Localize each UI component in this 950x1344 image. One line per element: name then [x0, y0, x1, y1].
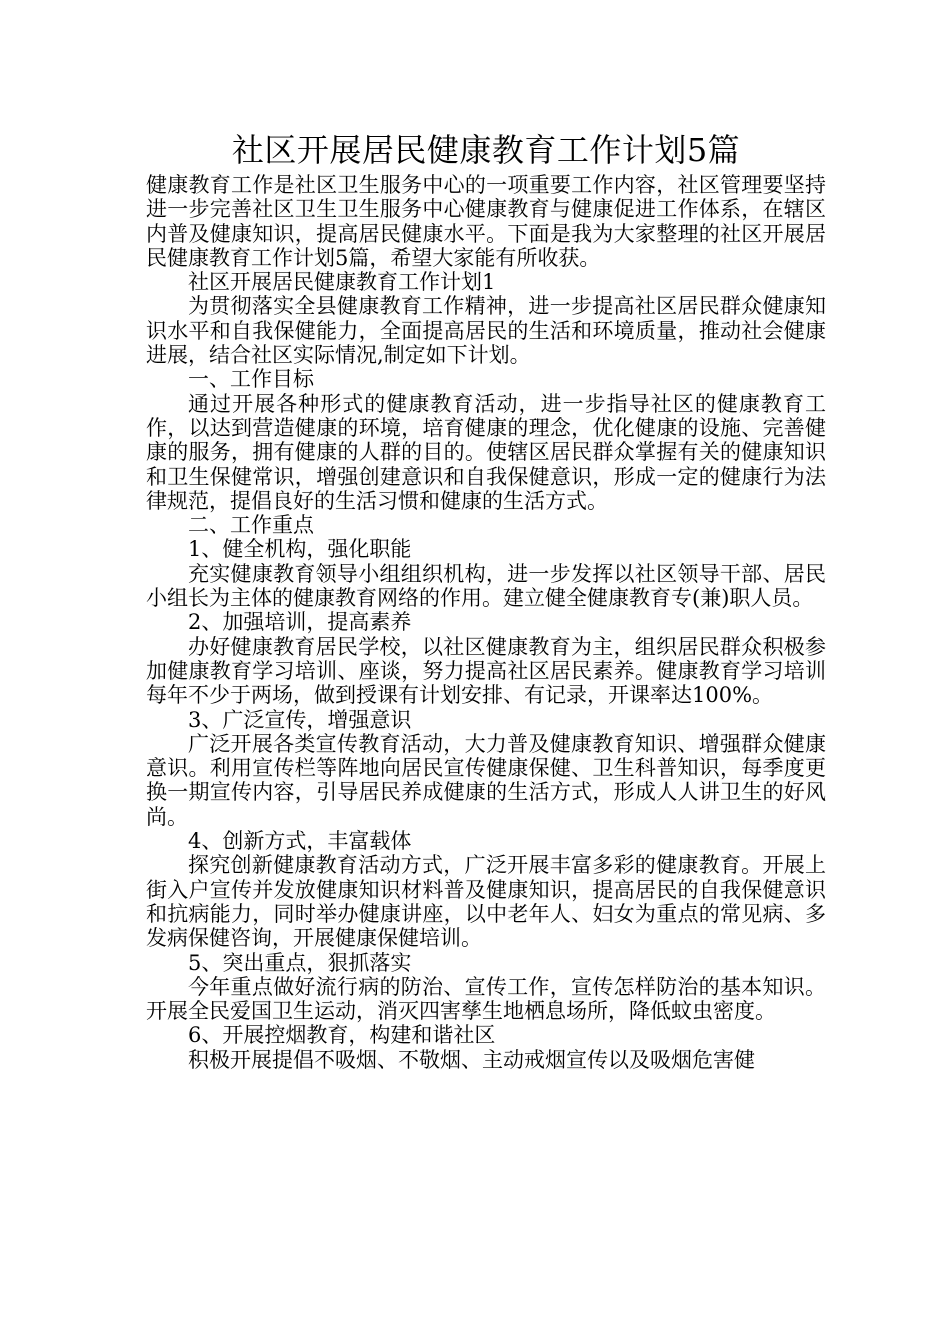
subsection-heading: 2、加强培训，提高素养	[188, 610, 412, 635]
subsection-heading: 3、广泛宣传，增强意识	[188, 707, 412, 732]
paragraph: 为贯彻落实全县健康教育工作精神，进一步提高社区居民群众健康知识水平和自我保健能力，全面提高居民的生活和环境质量，推动社会健康进展，结合社区实际情况,制定如下计划。	[146, 294, 826, 368]
subsection-heading: 1、健全机构，强化职能	[188, 537, 412, 562]
paragraph: 办好健康教育居民学校，以社区健康教育为主，组织居民群众积极参加健康教育学习培训、座谈，努力提高社区居民素养。健康教育学习培训每年不少于两场，做到授课有计划安排、有记录，开课率达100%。	[146, 634, 826, 708]
document-page	[146, 127, 826, 1072]
subsection-heading: 6、开展控烟教育，构建和谐社区	[188, 1023, 496, 1048]
paragraph: 充实健康教育领导小组组织机构，进一步发挥以社区领导干部、居民小组长为主体的健康教育网络的作用。建立健全健康教育专(兼)职人员。	[146, 561, 826, 611]
section-heading: 一、工作目标	[188, 367, 314, 392]
paragraph: 积极开展提倡不吸烟、不敬烟、主动戒烟宣传以及吸烟危害健	[188, 1047, 755, 1072]
paragraph: 探究创新健康教育活动方式，广泛开展丰富多彩的健康教育。开展上街入户宣传并发放健康知识材料普及健康知识，提高居民的自我保健意识和抗病能力，同时举办健康讲座，以中老年人、妇女为重点的常见病、多发病保健咨询，开展健康保健培训。	[146, 853, 826, 951]
paragraph: 通过开展各种形式的健康教育活动，进一步指导社区的健康教育工作，以达到营造健康的环境，培育健康的理念，优化健康的设施、完善健康的服务，拥有健康的人群的目的。使辖区居民群众掌握有关的健康知识和卫生保健常识，增强创建意识和自我保健意识，形成一定的健康行为法律规范，提倡良好的生活习惯和健康的生活方式。	[146, 391, 826, 513]
paragraph: 广泛开展各类宣传教育活动，大力普及健康教育知识、增强群众健康意识。利用宣传栏等阵地向居民宣传健康保健、卫生科普知识，每季度更换一期宣传内容，引导居民养成健康的生活方式，形成人人讲卫生的好风尚。	[146, 731, 826, 829]
paragraph: 健康教育工作是社区卫生服务中心的一项重要工作内容，社区管理要坚持进一步完善社区卫生卫生服务中心健康教育与健康促进工作体系，在辖区内普及健康知识，提高居民健康水平。下面是我为大家整理的社区开展居民健康教育工作计划5篇，希望大家能有所收获。	[146, 173, 826, 270]
paragraph: 社区开展居民健康教育工作计划1	[188, 270, 496, 295]
subsection-heading: 4、创新方式，丰富载体	[188, 829, 412, 854]
paragraph: 今年重点做好流行病的防治、宣传工作，宣传怎样防治的基本知识。开展全民爱国卫生运动，消灭四害孳生地栖息场所，降低蚊虫密度。	[146, 974, 826, 1024]
subsection-heading: 5、突出重点，狠抓落实	[188, 950, 412, 975]
document-title: 社区开展居民健康教育工作计划5篇	[231, 131, 741, 169]
document-body	[146, 173, 826, 1072]
section-heading: 二、工作重点	[188, 513, 314, 538]
